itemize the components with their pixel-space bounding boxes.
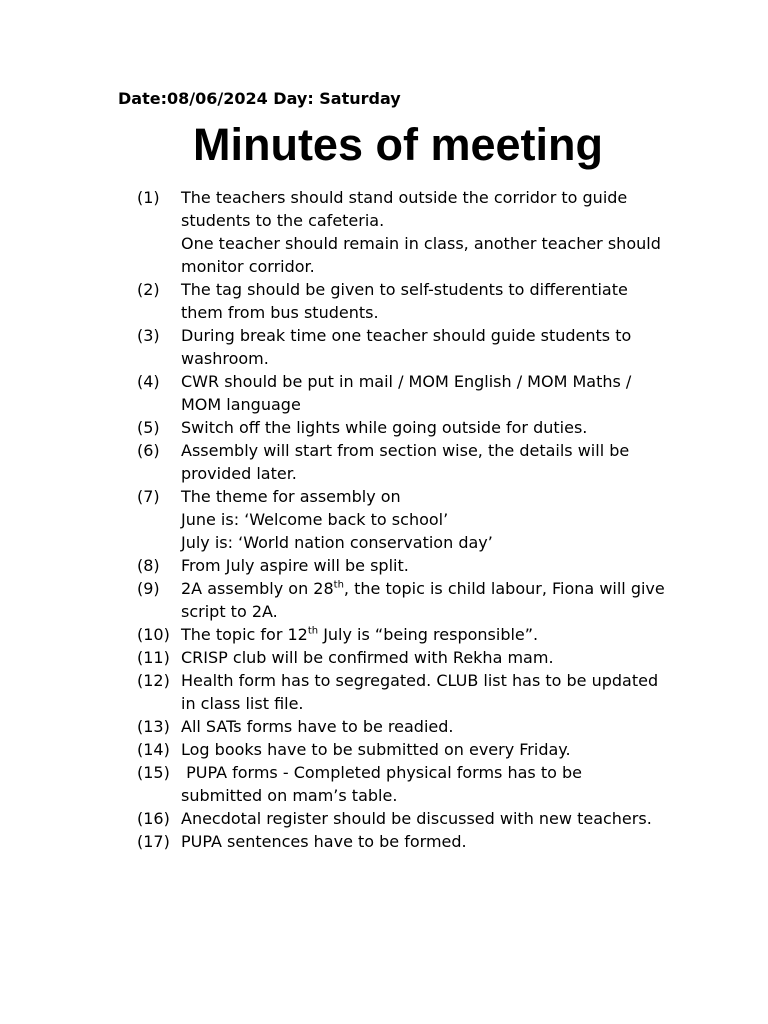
- line-text: Anecdotal register should be discussed with new teachers.: [181, 809, 652, 828]
- list-item: [137, 416, 657, 439]
- item-line: [181, 462, 657, 485]
- item-number: (17): [137, 832, 170, 851]
- item-text: [181, 715, 657, 738]
- list-item: [137, 186, 661, 278]
- list-item: [137, 646, 657, 669]
- line-text: CRISP club will be confirmed with Rekha mam.: [181, 648, 554, 667]
- list-item: [137, 554, 657, 577]
- line-text: July is “being responsible”.: [318, 625, 539, 644]
- line-text: Switch off the lights while going outside for duties.: [181, 418, 588, 437]
- line-text: CWR should be put in mail / MOM English / MOM Maths /: [181, 372, 632, 391]
- item-line: [181, 301, 657, 324]
- item-line: [181, 807, 657, 830]
- item-line: [181, 669, 658, 692]
- item-line: [181, 761, 657, 784]
- list-item: [137, 807, 657, 830]
- item-number: (12): [137, 671, 170, 690]
- item-text: [181, 807, 657, 830]
- item-number: (4): [137, 372, 160, 391]
- line-text: provided later.: [181, 464, 297, 483]
- item-number: (5): [137, 418, 160, 437]
- line-text: All SATs forms have to be readied.: [181, 717, 454, 736]
- list-item: [137, 669, 657, 715]
- line-text: students to the cafeteria.: [181, 211, 385, 230]
- list-item: [137, 439, 657, 485]
- superscript: th: [307, 625, 319, 637]
- item-number: (14): [137, 740, 170, 759]
- item-number: (8): [137, 556, 160, 575]
- list-item: [137, 715, 657, 738]
- item-number: (13): [137, 717, 170, 736]
- item-number: (3): [137, 326, 160, 345]
- item-line: [181, 255, 661, 278]
- line-text: submitted on mam’s table.: [181, 786, 398, 805]
- item-number: (15): [137, 763, 170, 782]
- item-text: [181, 577, 665, 623]
- item-number: (11): [137, 648, 170, 667]
- item-text: [181, 830, 657, 853]
- superscript: th: [333, 579, 344, 591]
- item-line: [181, 554, 657, 577]
- item-text: [181, 761, 657, 807]
- list-item: [137, 370, 657, 416]
- item-line: [181, 370, 657, 393]
- list-item: [137, 485, 657, 554]
- item-number: (10): [137, 625, 170, 644]
- line-text: Assembly will start from section wise, the details will be: [181, 441, 630, 460]
- line-text: MOM language: [181, 395, 301, 414]
- item-line: [181, 508, 657, 531]
- list-item: [137, 761, 657, 807]
- line-text: PUPA forms - Completed physical forms has to be: [181, 763, 582, 782]
- line-text: in class list file.: [181, 694, 304, 713]
- item-line: [181, 347, 657, 370]
- line-text: , the topic is child labour, Fiona will give: [343, 579, 665, 598]
- line-text: The theme for assembly on: [181, 487, 401, 506]
- item-line: [181, 278, 657, 301]
- line-text: 2A assembly on 28: [181, 579, 334, 598]
- item-text: [181, 646, 657, 669]
- list-item: [137, 830, 657, 853]
- line-text: During break time one teacher should guide students to: [181, 326, 632, 345]
- item-text: [181, 278, 657, 324]
- item-line: [181, 232, 661, 255]
- line-text: monitor corridor.: [181, 257, 315, 276]
- line-text: One teacher should remain in class, another teacher should: [181, 234, 661, 253]
- line-text: The tag should be given to self-students to differentiate: [181, 280, 628, 299]
- item-text: [181, 669, 658, 715]
- list-item: [137, 278, 657, 324]
- line-text: PUPA sentences have to be formed.: [181, 832, 467, 851]
- page-title: Minutes of meeting: [192, 119, 603, 170]
- minutes-list: [137, 186, 665, 853]
- line-text: script to 2A.: [181, 602, 278, 621]
- item-text: [181, 623, 657, 646]
- item-number: (7): [137, 487, 160, 506]
- item-line: [181, 623, 657, 646]
- item-line: [181, 600, 665, 623]
- item-line: [181, 830, 657, 853]
- line-text: The topic for 12: [181, 625, 308, 644]
- item-text: [181, 186, 661, 278]
- item-number: (16): [137, 809, 170, 828]
- line-text: June is: ‘Welcome back to school’: [181, 510, 449, 529]
- line-text: them from bus students.: [181, 303, 379, 322]
- item-line: [181, 485, 657, 508]
- item-line: [181, 324, 657, 347]
- item-number: (9): [137, 579, 160, 598]
- item-line: [181, 439, 657, 462]
- date-line: Date:08/06/2024 Day: Saturday: [118, 89, 401, 108]
- line-text: washroom.: [181, 349, 269, 368]
- line-text: Health form has to segregated. CLUB list has to be updated: [181, 671, 659, 690]
- line-text: Log books have to be submitted on every Friday.: [181, 740, 571, 759]
- item-line: [181, 646, 657, 669]
- item-line: [181, 209, 661, 232]
- item-text: [181, 324, 657, 370]
- list-item: [137, 577, 665, 623]
- item-text: [181, 370, 657, 416]
- item-line: [181, 692, 658, 715]
- item-line: [181, 186, 661, 209]
- item-number: (1): [137, 188, 160, 207]
- item-text: [181, 485, 657, 554]
- item-text: [181, 439, 657, 485]
- item-line: [181, 416, 657, 439]
- list-item: [137, 324, 657, 370]
- item-line: [181, 738, 657, 761]
- item-line: [181, 715, 657, 738]
- item-number: (2): [137, 280, 160, 299]
- list-item: [137, 738, 657, 761]
- item-text: [181, 416, 657, 439]
- list-item: [137, 623, 657, 646]
- line-text: July is: ‘World nation conservation day’: [181, 533, 493, 552]
- line-text: The teachers should stand outside the corridor to guide: [181, 188, 628, 207]
- item-line: [181, 393, 657, 416]
- line-text: From July aspire will be split.: [181, 556, 409, 575]
- item-line: [181, 784, 657, 807]
- item-text: [181, 738, 657, 761]
- item-line: [181, 577, 665, 600]
- item-text: [181, 554, 657, 577]
- item-line: [181, 531, 657, 554]
- item-number: (6): [137, 441, 160, 460]
